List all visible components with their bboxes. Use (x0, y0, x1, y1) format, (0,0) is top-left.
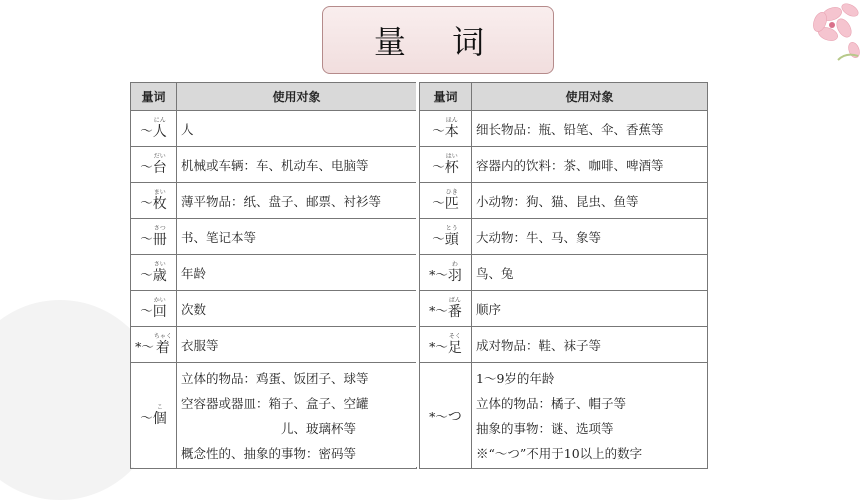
counter-cell: ～ かい 回 (131, 291, 177, 327)
usage-cell: 小动物：狗、猫、昆虫、鱼等 (472, 183, 708, 219)
counter-cell: *～ そく 足 (420, 327, 472, 363)
counter-cell: ～ ひき 匹 (420, 183, 472, 219)
header-counter: 量词 (420, 83, 472, 111)
table-row (131, 291, 417, 327)
usage-cell: 机械或车辆：车、机动车、电脑等 (177, 147, 417, 183)
counter-table (130, 82, 707, 467)
usage-cell: 立体的物品：鸡蛋、饭团子、球等 空容器或器皿：箱子、盒子、空罐 儿、玻璃杯等 概念性的、抽象的事物：密码等 (177, 363, 417, 469)
cherry-blossom-decoration (780, 0, 860, 70)
counter-cell: *～ わ 羽 (420, 255, 472, 291)
usage-cell: 细长物品：瓶、铅笔、伞、香蕉等 (472, 111, 708, 147)
usage-cell: 次数 (177, 291, 417, 327)
table-row (131, 219, 417, 255)
counter-cell: ～ ほん 本 (420, 111, 472, 147)
usage-cell: 鸟、兔 (472, 255, 708, 291)
table-row (420, 111, 708, 147)
page-title: 量 词 (322, 6, 554, 74)
usage-cell: 薄平物品：纸、盘子、邮票、衬衫等 (177, 183, 417, 219)
counter-cell: ～ とう 頭 (420, 219, 472, 255)
table-row (420, 255, 708, 291)
table-row (131, 111, 417, 147)
usage-cell: 书、笔记本等 (177, 219, 417, 255)
counter-table-right (419, 82, 708, 469)
usage-cell: 1～9岁的年龄 立体的物品：橘子、帽子等 抽象的事物：谜、选项等 ※“～つ”不用于10以上的数字 (472, 363, 708, 469)
table-row (131, 183, 417, 219)
counter-cell: ～ さつ 冊 (131, 219, 177, 255)
usage-cell: 人 (177, 111, 417, 147)
header-counter: 量词 (131, 83, 177, 111)
table-row (131, 255, 417, 291)
table-row (131, 147, 417, 183)
table-row (420, 363, 708, 469)
counter-cell: ～ はい 杯 (420, 147, 472, 183)
table-row (420, 327, 708, 363)
table-row (131, 363, 417, 469)
counter-cell: ～ まい 枚 (131, 183, 177, 219)
usage-cell: 年龄 (177, 255, 417, 291)
usage-cell: 顺序 (472, 291, 708, 327)
counter-cell: *～つ (420, 363, 472, 469)
usage-cell: 成对物品：鞋、袜子等 (472, 327, 708, 363)
table-row (420, 147, 708, 183)
counter-cell: *～ ばん 番 (420, 291, 472, 327)
counter-cell: ～ にん 人 (131, 111, 177, 147)
usage-cell: 大动物：牛、马、象等 (472, 219, 708, 255)
header-usage: 使用对象 (472, 83, 708, 111)
counter-cell: ～ こ 個 (131, 363, 177, 469)
counter-cell: ～ だい 台 (131, 147, 177, 183)
table-row (131, 327, 417, 363)
counter-table-left (130, 82, 417, 469)
counter-cell: *～ ちゃく 着 (131, 327, 177, 363)
counter-cell: ～ さい 歳 (131, 255, 177, 291)
table-row (420, 183, 708, 219)
table-row (420, 291, 708, 327)
usage-cell: 容器内的饮料：茶、咖啡、啤酒等 (472, 147, 708, 183)
header-usage: 使用对象 (177, 83, 417, 111)
usage-cell: 衣服等 (177, 327, 417, 363)
table-row (420, 219, 708, 255)
